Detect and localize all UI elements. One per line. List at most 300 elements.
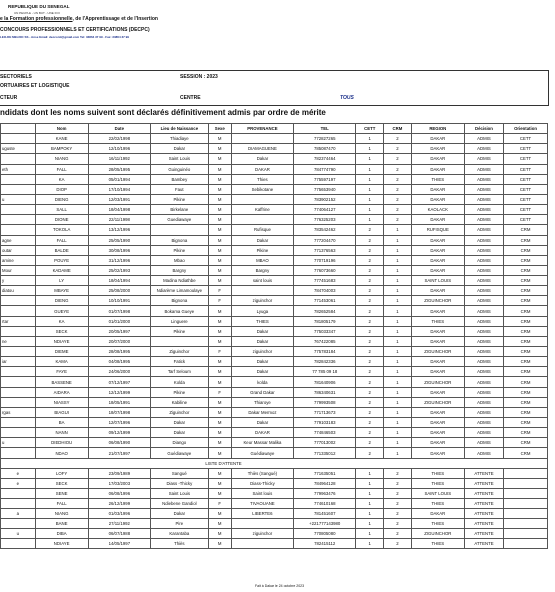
table-cell: 784704003 — [294, 286, 356, 296]
table-cell: THIES — [411, 174, 464, 184]
table-cell: DAKAR — [231, 428, 293, 438]
table-cell: THIES — [231, 316, 293, 326]
table-cell: ADMIS — [464, 377, 503, 387]
table-cell: 09/12/1999 — [88, 428, 150, 438]
table-cell: 782415112 — [294, 538, 356, 548]
table-cell: ATTENTE — [464, 518, 503, 528]
table-cell — [231, 194, 293, 204]
table-row — [1, 225, 548, 235]
table-cell: 04/08/1995 — [88, 357, 150, 367]
table-row — [1, 306, 548, 316]
table-cell: ADMIS — [464, 144, 503, 154]
table-cell: CRM — [504, 306, 548, 316]
table-cell: CRM — [504, 296, 548, 306]
table-cell: M — [208, 184, 231, 194]
table-cell: DAKAR — [411, 235, 464, 245]
table-cell: rgas — [1, 407, 36, 417]
table-cell: 1 — [384, 276, 412, 286]
column-header: PROVENANCE — [231, 124, 293, 134]
table-cell: M — [208, 276, 231, 286]
table-row — [1, 538, 548, 548]
table-cell: 1 — [384, 336, 412, 346]
table-cell: ADMIS — [464, 296, 503, 306]
table-cell: DAKAR — [411, 134, 464, 144]
table-cell: ADMIS — [464, 387, 503, 397]
table-cell: 2 — [356, 336, 384, 346]
table-row — [1, 316, 548, 326]
table-cell: KA — [35, 316, 88, 326]
table-row — [1, 174, 548, 184]
table-cell: 785087470 — [294, 144, 356, 154]
table-cell: outar — [1, 245, 36, 255]
table-cell: Guédiawaye — [151, 448, 209, 458]
table-cell: 771335012 — [294, 448, 356, 458]
table-cell: 777013002 — [294, 438, 356, 448]
column-header: CETT — [356, 124, 384, 134]
table-cell: 770719196 — [294, 255, 356, 265]
table-cell: ADMIS — [464, 255, 503, 265]
table-cell: ATTENTE — [464, 488, 503, 498]
table-row — [1, 347, 548, 357]
table-cell: ADMIS — [464, 134, 503, 144]
table-cell: 779993508 — [294, 397, 356, 407]
table-cell: CETT — [504, 194, 548, 204]
table-cell: CETT — [504, 154, 548, 164]
table-cell: CETT — [504, 144, 548, 154]
table-cell: DAKAR — [411, 184, 464, 194]
table-cell: 05/01/1994 — [88, 174, 150, 184]
table-cell: M — [208, 508, 231, 518]
table-cell: 13/12/1996 — [88, 225, 150, 235]
table-cell: 1 — [384, 235, 412, 245]
table-cell: NIASSY — [35, 397, 88, 407]
signature-date: Fait à Dakar le 24 octobre 2023 — [255, 584, 305, 588]
column-header: REGION — [411, 124, 464, 134]
table-cell: 1 — [384, 428, 412, 438]
table-cell: Pikine — [231, 245, 293, 255]
table-cell — [1, 326, 36, 336]
table-cell: THIES — [411, 518, 464, 528]
table-cell: 774064127 — [294, 205, 356, 215]
table-cell: 1 — [384, 367, 412, 377]
table-cell: ATTENTE — [464, 478, 503, 488]
table-cell: F — [208, 296, 231, 306]
table-cell: Kolda — [151, 377, 209, 387]
column-header: Sexe — [208, 124, 231, 134]
table-cell — [1, 215, 36, 225]
table-cell: 10/10/1991 — [88, 296, 150, 306]
table-cell: LOFY — [35, 468, 88, 478]
table-cell: DIEME — [35, 347, 88, 357]
table-cell: 782374464 — [294, 154, 356, 164]
table-cell: DIENG — [35, 296, 88, 306]
table-cell: 14/05/1997 — [88, 538, 150, 548]
table-row — [1, 265, 548, 275]
table-cell: Rufisque — [231, 225, 293, 235]
table-cell: 775597197 — [294, 174, 356, 184]
table-cell: 22/02/1998 — [88, 134, 150, 144]
table-cell: CRM — [504, 235, 548, 245]
table-cell: ATTENTE — [464, 508, 503, 518]
table-cell: M — [208, 357, 231, 367]
table-cell: Dakar — [231, 418, 293, 428]
table-row — [1, 468, 548, 478]
table-cell: RUFISQUE — [411, 225, 464, 235]
table-cell: NDIAYE — [35, 538, 88, 548]
table-row — [1, 438, 548, 448]
table-cell: 1 — [356, 154, 384, 164]
table-cell: 2 — [356, 438, 384, 448]
table-cell — [1, 367, 36, 377]
table-cell: Dakar — [231, 326, 293, 336]
table-cell: 771713673 — [294, 407, 356, 417]
table-row — [1, 478, 548, 488]
table-cell — [151, 225, 209, 235]
table-cell: ADMIS — [464, 245, 503, 255]
table-cell: Diass -Thicky — [151, 478, 209, 488]
table-cell: ZIGUINCHOR — [411, 296, 464, 306]
table-cell: DAKAR — [231, 164, 293, 174]
table-cell: 1 — [384, 245, 412, 255]
table-cell: FALL — [35, 498, 88, 508]
table-cell: amine — [1, 255, 36, 265]
table-cell: ADMIS — [464, 265, 503, 275]
table-cell: M — [208, 448, 231, 458]
table-cell: Linguere — [151, 316, 209, 326]
table-cell: 2 — [356, 367, 384, 377]
table-cell: 1 — [356, 518, 384, 528]
table-cell: Thiaroye — [231, 397, 293, 407]
table-cell: 2 — [356, 387, 384, 397]
table-row — [1, 255, 548, 265]
table-cell: M — [208, 418, 231, 428]
table-cell: M — [208, 407, 231, 417]
table-cell: ADMIS — [464, 286, 503, 296]
table-cell: CRM — [504, 377, 548, 387]
table-cell: Dakar — [231, 367, 293, 377]
table-cell: SAINT LOUIS — [411, 488, 464, 498]
table-cell — [1, 154, 36, 164]
table-cell: y — [1, 276, 36, 286]
table-cell: M — [208, 306, 231, 316]
table-header — [1, 124, 548, 134]
table-cell: Bokama Gueye — [151, 306, 209, 316]
table-cell: 06/08/1996 — [88, 488, 150, 498]
table-row — [1, 205, 548, 215]
table-cell: 18/07/1998 — [88, 407, 150, 417]
table-cell — [1, 397, 36, 407]
table-cell: M — [208, 377, 231, 387]
table-cell: CRM — [504, 225, 548, 235]
table-cell: u — [1, 528, 36, 538]
table-cell: 2 — [384, 184, 412, 194]
table-cell: ADMIS — [464, 418, 503, 428]
table-cell — [1, 296, 36, 306]
table-cell: Mour — [1, 265, 36, 275]
table-cell: 20/07/2000 — [88, 336, 150, 346]
table-cell: NIANG — [35, 508, 88, 518]
table-cell: CRM — [504, 265, 548, 275]
table-cell: ATTENTE — [464, 528, 503, 538]
table-cell: ADMIS — [464, 347, 503, 357]
table-cell: ADMIS — [464, 397, 503, 407]
table-cell: 24/06/2000 — [88, 367, 150, 377]
table-cell: Saint Louis — [151, 488, 209, 498]
table-cell: Dakar — [231, 336, 293, 346]
table-cell: 06/07/1988 — [88, 528, 150, 538]
table-cell: 783542462 — [294, 225, 356, 235]
table-cell: ne — [1, 336, 36, 346]
table-cell: 06/08/1990 — [88, 438, 150, 448]
table-cell: M — [208, 134, 231, 144]
table-cell: 1 — [356, 134, 384, 144]
table-cell: ziguinchor — [231, 528, 293, 538]
table-cell: M — [208, 488, 231, 498]
table-cell — [231, 134, 293, 144]
table-cell: 781805179 — [294, 316, 356, 326]
table-cell: ADMIS — [464, 205, 503, 215]
table-cell: Guinguinéo — [151, 164, 209, 174]
table-cell: 12/03/1991 — [88, 194, 150, 204]
table-cell: 1 — [356, 144, 384, 154]
column-header: CRM — [384, 124, 412, 134]
table-cell — [231, 518, 293, 528]
table-cell: 2 — [356, 265, 384, 275]
table-cell: DIENG — [35, 194, 88, 204]
table-cell: CETT — [504, 184, 548, 194]
table-cell: 775783184 — [294, 347, 356, 357]
table-cell: 25/08/2000 — [88, 286, 150, 296]
table-cell: ADMIS — [464, 326, 503, 336]
table-cell: ZIGUINCHOR — [411, 528, 464, 538]
table-cell: 07/12/1997 — [88, 377, 150, 387]
table-cell: DIAMAGUENE — [231, 144, 293, 154]
table-cell — [231, 215, 293, 225]
table-cell: NDIAYE — [35, 336, 88, 346]
table-cell — [504, 498, 548, 508]
table-cell: 1 — [384, 387, 412, 397]
table-cell: M — [208, 538, 231, 548]
table-row — [1, 407, 548, 417]
table-cell: CRM — [504, 418, 548, 428]
table-cell: M — [208, 367, 231, 377]
table-cell: SENE — [35, 488, 88, 498]
table-cell: SAINT LOUIS — [411, 276, 464, 286]
table-cell: ADMIS — [464, 215, 503, 225]
table-cell: Fatick — [151, 357, 209, 367]
table-cell: Dakar — [231, 154, 293, 164]
table-cell: ATTENTE — [464, 538, 503, 548]
table-cell: TIVAOUANE — [231, 498, 293, 508]
table-cell: 2 — [356, 326, 384, 336]
table-cell: 1 — [384, 255, 412, 265]
table-row — [1, 245, 548, 255]
table-cell: NANN — [35, 428, 88, 438]
table-cell: 12/12/1999 — [88, 387, 150, 397]
table-row — [1, 418, 548, 428]
table-cell: 01/03/1996 — [88, 508, 150, 518]
table-cell: DIOP — [35, 184, 88, 194]
table-cell: 2 — [384, 194, 412, 204]
table-cell: eth — [1, 164, 36, 174]
sector-label: SECTORIELS — [0, 74, 32, 80]
table-cell: KADAME — [35, 265, 88, 275]
table-cell: THIES — [411, 538, 464, 548]
table-cell: Dakar — [151, 418, 209, 428]
table-cell: CRM — [504, 316, 548, 326]
table-cell: SALL — [35, 205, 88, 215]
table-cell: CRM — [504, 336, 548, 346]
table-cell: 2 — [356, 296, 384, 306]
table-cell: DAKAR — [411, 154, 464, 164]
table-cell: 767422085 — [294, 336, 356, 346]
session-label: SESSION : 2023 — [180, 74, 218, 80]
table-cell: uguste — [1, 144, 36, 154]
table-cell: M — [208, 316, 231, 326]
table-cell: 77 785 09 18 — [294, 367, 356, 377]
table-row — [1, 235, 548, 245]
list-title: ndidats dont les noms suivent sont déclarés définitivement admis par ordre de mérite — [0, 108, 326, 117]
table-row — [1, 194, 548, 204]
table-cell — [231, 538, 293, 548]
table-cell: iar — [1, 357, 36, 367]
table-cell: 1 — [384, 347, 412, 357]
table-cell: Ziguinchor — [151, 347, 209, 357]
table-cell — [231, 286, 293, 296]
table-cell: Saint Louis — [151, 154, 209, 164]
center-value: CENTRE — [180, 95, 201, 101]
ministry-line — [0, 16, 158, 22]
table-cell: 781451607 — [294, 508, 356, 518]
table-cell: DAKAR — [411, 326, 464, 336]
table-cell: 25/02/1993 — [88, 265, 150, 275]
table-cell: M — [208, 428, 231, 438]
table-cell: CETT — [504, 134, 548, 144]
table-cell: Lyuga — [231, 306, 293, 316]
table-cell: F — [208, 498, 231, 508]
table-cell: M — [208, 194, 231, 204]
table-cell: 1 — [356, 468, 384, 478]
table-cell: DAKAR — [411, 164, 464, 174]
table-cell: Thiès — [151, 538, 209, 548]
table-cell: BANE — [35, 518, 88, 528]
table-cell: THIES — [411, 468, 464, 478]
column-header — [1, 124, 36, 134]
table-cell: LY — [35, 276, 88, 286]
table-cell: 1 — [356, 508, 384, 518]
table-cell: ADMIS — [464, 184, 503, 194]
table-cell: u — [1, 438, 36, 448]
table-cell: 2 — [356, 418, 384, 428]
table-cell: Bignona — [151, 235, 209, 245]
table-row — [1, 387, 548, 397]
table-cell: CETT — [504, 174, 548, 184]
table-cell: DAKAR — [411, 407, 464, 417]
table-cell: +221777143980 — [294, 518, 356, 528]
table-cell: Thies — [231, 174, 293, 184]
table-cell: 782652584 — [294, 306, 356, 316]
table-cell: CRM — [504, 367, 548, 377]
table-cell: 1 — [356, 215, 384, 225]
table-cell: 775033347 — [294, 326, 356, 336]
table-cell: Kaffrine — [231, 205, 293, 215]
table-cell — [1, 538, 36, 548]
table-cell: Mbao — [151, 255, 209, 265]
table-row — [1, 164, 548, 174]
table-cell: FALL — [35, 164, 88, 174]
table-cell: CRM — [504, 407, 548, 417]
table-row — [1, 336, 548, 346]
table-cell: 784964128 — [294, 478, 356, 488]
tous-label: TOUS — [340, 95, 354, 101]
table-cell: 774610168 — [294, 498, 356, 508]
table-cell: Ziguinchor — [151, 407, 209, 417]
table-cell: 784774790 — [294, 164, 356, 174]
table-cell: 2 — [356, 377, 384, 387]
table-cell: u — [1, 194, 36, 204]
table-cell: DAKAR — [411, 387, 464, 397]
table-cell: MBAO — [231, 255, 293, 265]
table-cell: Grand Dakar — [231, 387, 293, 397]
table-cell: 2 — [356, 316, 384, 326]
table-cell: 2 — [384, 528, 412, 538]
table-cell: CRM — [504, 428, 548, 438]
table-cell: 2 — [384, 518, 412, 528]
table-cell: 1 — [384, 438, 412, 448]
table-cell: CETT — [504, 215, 548, 225]
table-cell — [1, 184, 36, 194]
table-cell: DAKAR — [411, 357, 464, 367]
table-cell: Pikine — [151, 387, 209, 397]
table-cell: saint louis — [231, 276, 293, 286]
table-cell: 2 — [356, 255, 384, 265]
table-cell: M — [208, 438, 231, 448]
table-cell: Pikine — [151, 245, 209, 255]
table-row — [1, 377, 548, 387]
table-cell: ADMIS — [464, 336, 503, 346]
table-cell: ZIGUINCHOR — [411, 397, 464, 407]
ministry-suffix: , de l'Apprentissage et de l'Insertion — [72, 16, 158, 22]
table-cell: FAYE — [35, 367, 88, 377]
table-cell — [1, 387, 36, 397]
table-cell: 2 — [384, 164, 412, 174]
table-cell: DAKAR — [411, 286, 464, 296]
table-cell: 1 — [384, 296, 412, 306]
table-cell: 1 — [356, 538, 384, 548]
table-cell: M — [208, 225, 231, 235]
table-cell: e — [1, 468, 36, 478]
table-cell: 1 — [356, 184, 384, 194]
table-cell — [504, 468, 548, 478]
table-cell: 2 — [384, 468, 412, 478]
table-cell: 2 — [384, 215, 412, 225]
table-cell: NDAO — [35, 448, 88, 458]
table-cell: 2 — [356, 235, 384, 245]
table-cell: 771635051 — [294, 468, 356, 478]
table-cell: 12/10/1996 — [88, 144, 150, 154]
table-cell: F — [208, 347, 231, 357]
table-cell: GUEYE — [35, 306, 88, 316]
table-cell: NIANG — [35, 154, 88, 164]
table-cell: 1 — [384, 448, 412, 458]
table-cell: 775653940 — [294, 184, 356, 194]
table-cell — [504, 478, 548, 488]
table-cell: BASSENE — [35, 377, 88, 387]
table-cell: Guediawaye — [151, 215, 209, 225]
table-cell: 2 — [384, 498, 412, 508]
table-cell: DAKAR — [411, 265, 464, 275]
table-cell: Dakar — [231, 235, 293, 245]
